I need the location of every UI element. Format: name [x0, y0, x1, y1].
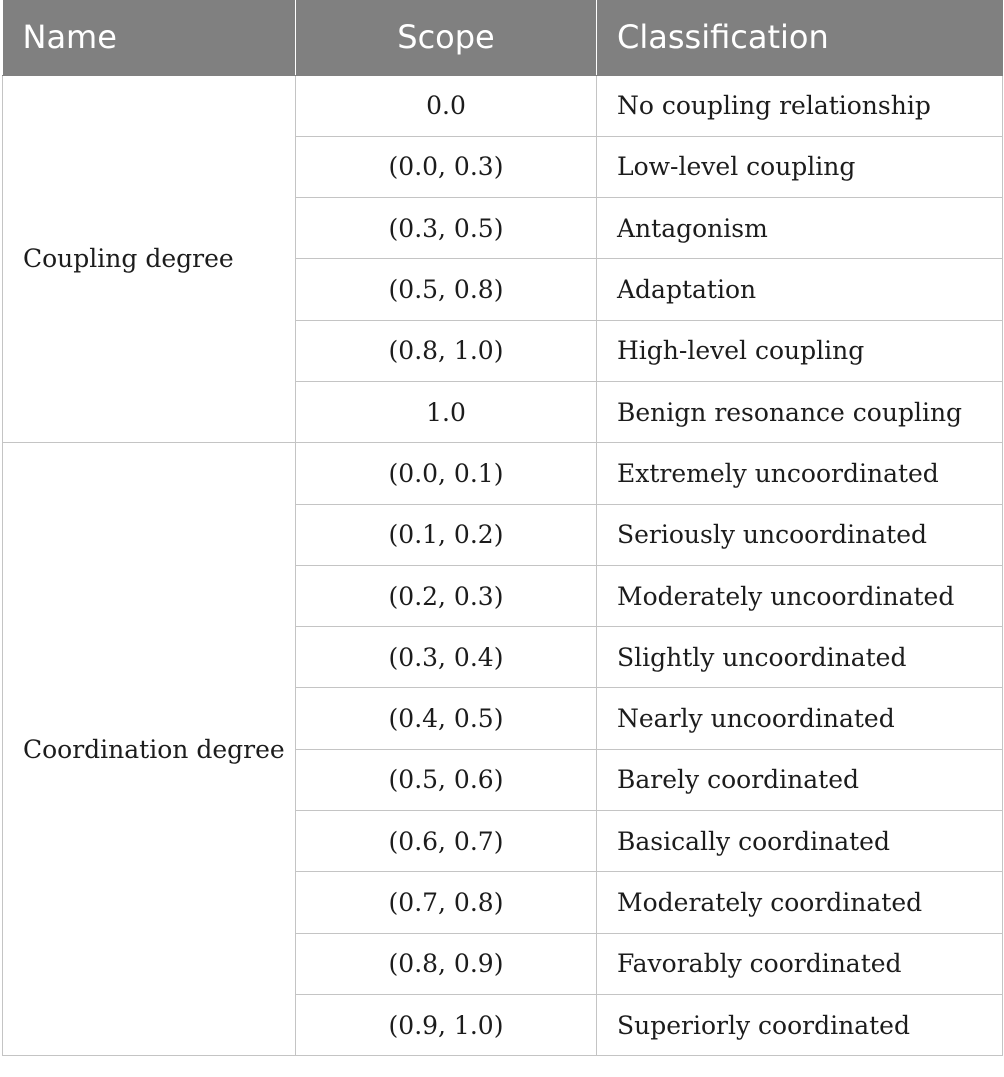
classification-cell: Adaptation: [597, 259, 1003, 320]
classification-table: [2, 0, 1003, 1056]
scope-cell: (0.6, 0.7): [296, 811, 597, 872]
scope-cell: (0.2, 0.3): [296, 565, 597, 626]
classification-cell: Seriously uncoordinated: [597, 504, 1003, 565]
classification-cell: Basically coordinated: [597, 811, 1003, 872]
group-name-coupling: Coupling degree: [3, 75, 296, 443]
classification-cell: Nearly uncoordinated: [597, 688, 1003, 749]
table-row: [3, 443, 1003, 504]
scope-cell: (0.3, 0.4): [296, 627, 597, 688]
classification-cell: High-level coupling: [597, 320, 1003, 381]
header-scope: Scope: [296, 0, 597, 75]
scope-cell: (0.3, 0.5): [296, 198, 597, 259]
classification-cell: Low-level coupling: [597, 136, 1003, 197]
classification-cell: Antagonism: [597, 198, 1003, 259]
scope-cell: (0.0, 0.3): [296, 136, 597, 197]
classification-cell: Favorably coordinated: [597, 933, 1003, 994]
table-body: [3, 75, 1003, 1056]
scope-cell: (0.5, 0.8): [296, 259, 597, 320]
scope-cell: (0.8, 0.9): [296, 933, 597, 994]
classification-cell: No coupling relationship: [597, 75, 1003, 136]
table-header: [3, 0, 1003, 75]
group-name-coordination: Coordination degree: [3, 443, 296, 1056]
scope-cell: (0.7, 0.8): [296, 872, 597, 933]
scope-cell: (0.9, 1.0): [296, 994, 597, 1055]
classification-cell: Benign resonance coupling: [597, 381, 1003, 442]
header-classification: Classification: [597, 0, 1003, 75]
scope-cell: (0.5, 0.6): [296, 749, 597, 810]
classification-cell: Moderately uncoordinated: [597, 565, 1003, 626]
classification-cell: Moderately coordinated: [597, 872, 1003, 933]
classification-cell: Extremely uncoordinated: [597, 443, 1003, 504]
scope-cell: (0.0, 0.1): [296, 443, 597, 504]
scope-cell: (0.4, 0.5): [296, 688, 597, 749]
table-row: [3, 75, 1003, 136]
scope-cell: (0.1, 0.2): [296, 504, 597, 565]
classification-cell: Superiorly coordinated: [597, 994, 1003, 1055]
scope-cell: 1.0: [296, 381, 597, 442]
scope-cell: 0.0: [296, 75, 597, 136]
header-row: [3, 0, 1003, 75]
classification-cell: Barely coordinated: [597, 749, 1003, 810]
classification-cell: Slightly uncoordinated: [597, 627, 1003, 688]
scope-cell: (0.8, 1.0): [296, 320, 597, 381]
header-name: Name: [3, 0, 296, 75]
